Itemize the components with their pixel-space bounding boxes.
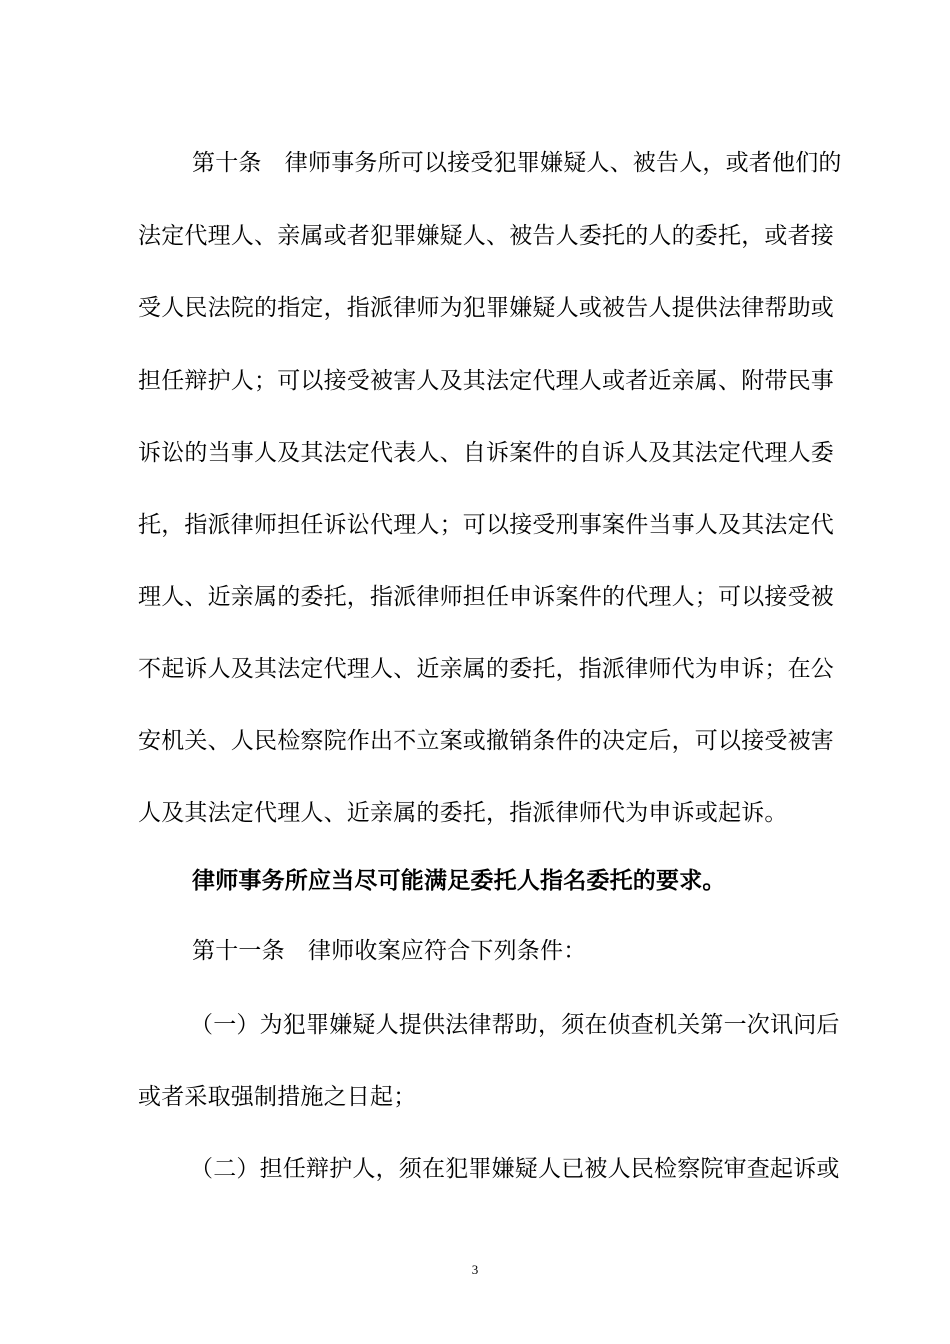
article-10-line-10: 人及其法定代理人、近亲属的委托，指派律师代为申诉或起诉。 bbox=[138, 800, 788, 826]
page-number: 3 bbox=[471, 1262, 479, 1277]
article-11-item-1-line-2: 或者采取强制措施之日起； bbox=[138, 1084, 417, 1110]
article-10-line-1: 第十条 律师事务所可以接受犯罪嫌疑人、被告人，或者他们的 bbox=[192, 150, 842, 176]
article-10-line-4: 担任辩护人；可以接受被害人及其法定代理人或者近亲属、附带民事 bbox=[138, 368, 834, 394]
designated-lawyer-paragraph: 律师事务所应当尽可能满足委托人指名委托的要求。 bbox=[192, 868, 726, 894]
article-10-line-2: 法定代理人、亲属或者犯罪嫌疑人、被告人委托的人的委托，或者接 bbox=[138, 223, 834, 249]
article-10-line-9: 安机关、人民检察院作出不立案或撤销条件的决定后，可以接受被害 bbox=[138, 728, 834, 754]
article-11-item-2-line-1: （二）担任辩护人，须在犯罪嫌疑人已被人民检察院审查起诉或 bbox=[190, 1156, 840, 1182]
article-10-line-8: 不起诉人及其法定代理人、近亲属的委托，指派律师代为申诉；在公 bbox=[138, 656, 834, 682]
article-10-line-3: 受人民法院的指定，指派律师为犯罪嫌疑人或被告人提供法律帮助或 bbox=[138, 295, 834, 321]
article-11-item-1-line-1: （一）为犯罪嫌疑人提供法律帮助，须在侦查机关第一次讯问后 bbox=[190, 1012, 840, 1038]
article-11-heading: 第十一条 律师收案应符合下列条件： bbox=[192, 938, 587, 964]
article-10-line-7: 理人、近亲属的委托，指派律师担任申诉案件的代理人；可以接受被 bbox=[138, 584, 834, 610]
article-10-line-6: 托，指派律师担任诉讼代理人；可以接受刑事案件当事人及其法定代 bbox=[138, 512, 834, 538]
article-10-line-5: 诉讼的当事人及其法定代表人、自诉案件的自诉人及其法定代理人委 bbox=[138, 440, 834, 466]
